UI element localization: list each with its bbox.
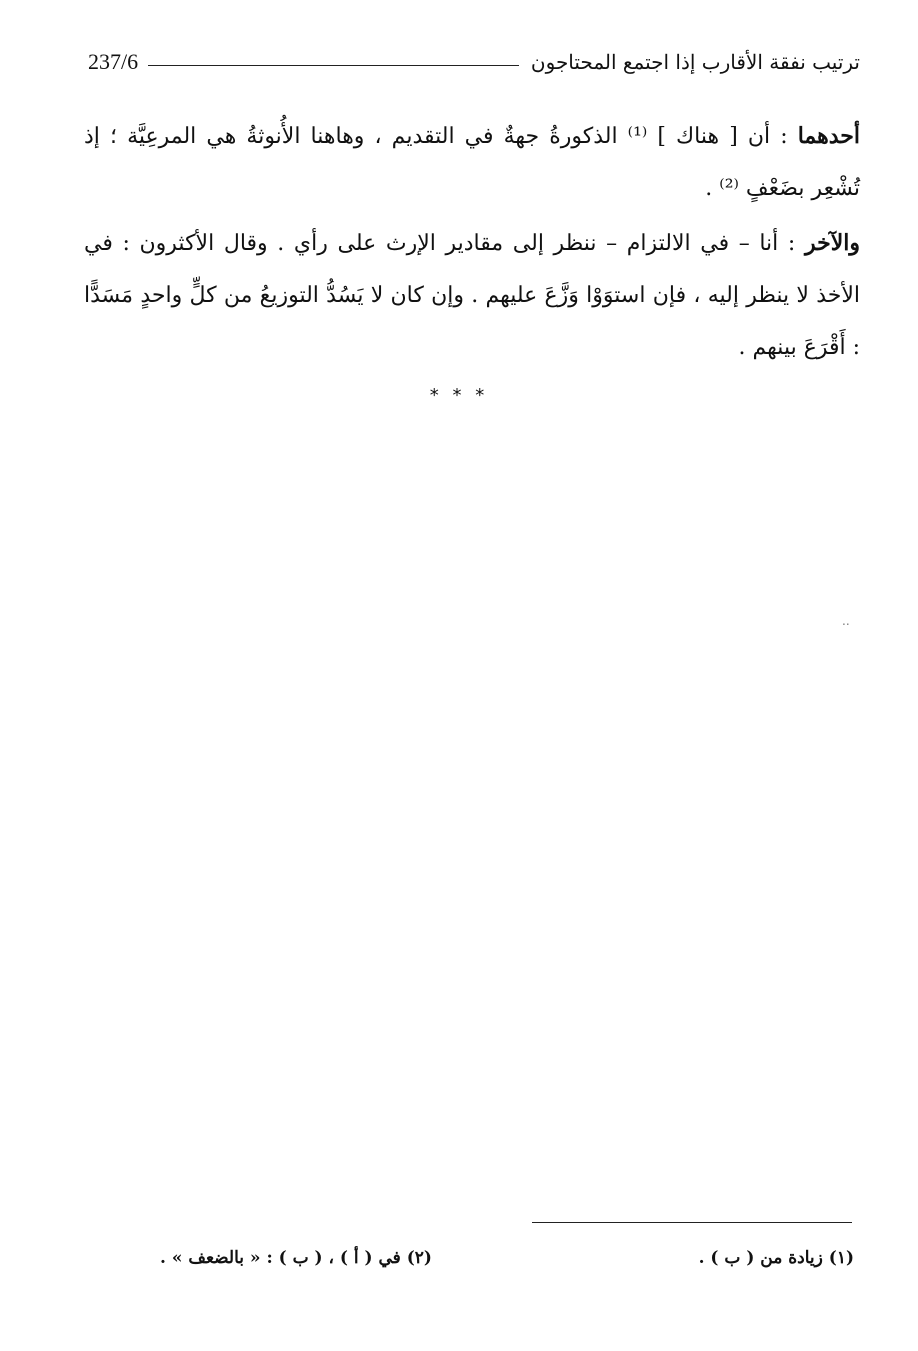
paragraph-first [84, 110, 860, 215]
stray-mark: .. [842, 614, 850, 628]
paragraph-lead: والآخر [804, 230, 860, 256]
main-text [84, 110, 860, 376]
page-number: 237/6 [88, 49, 139, 74]
footnote-2: (٢) في ( أ ) ، ( ب ) : « بالضعف » . [160, 1248, 432, 1268]
paragraph-lead: أحدهما [797, 123, 861, 149]
footnote-1: (١) زيادة من ( ب ) . [698, 1248, 854, 1268]
paragraph-text: : أنا – في الالتزام – ننظر إلى مقادير الإرث على رأي . وقال الأكثرون : في الأخذ لا ينظر إليه ، فإن استوَوْا وَزَّعَ عليهم . وإن كان لا يَسُدُّ التوزيعُ من كلٍّ واحدٍ مَسَدًّا : أَقْرَعَ بينهم . [84, 231, 860, 360]
header-rule [148, 65, 519, 66]
section-divider-asterisks: * * * [429, 385, 489, 406]
footnotes [160, 1248, 854, 1268]
paragraph-text: : أن [ هناك ] ⁽¹⁾ الذكورةُ جهةٌ في التقديم ، وهاهنا الأُنوثةُ هي المرعِيَّة ؛ إذ تُشْعِر بضَعْفٍ ⁽²⁾ . [84, 124, 860, 201]
running-title: ترتيب نفقة الأقارب إذا اجتمع المحتاجون [530, 50, 860, 74]
page-header [88, 42, 860, 82]
paragraph-second [84, 217, 860, 374]
footnote-separator [532, 1222, 852, 1223]
